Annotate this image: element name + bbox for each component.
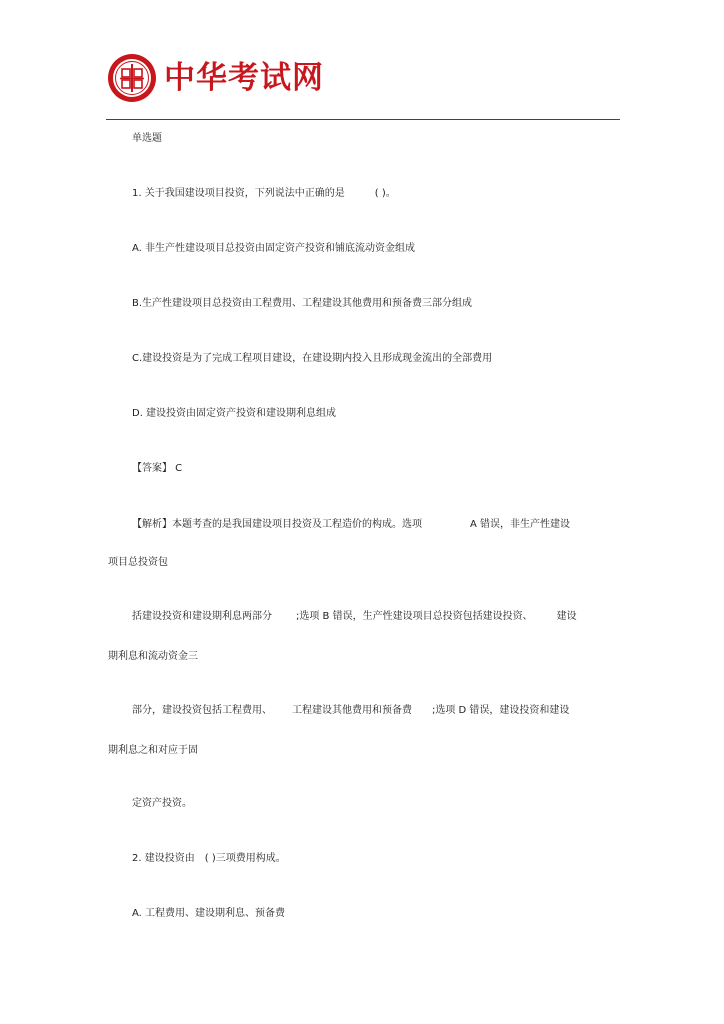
section-title: 单选题: [132, 133, 162, 144]
analysis-line-3-tail: ;选项 D 错误，建设投资和建设: [432, 705, 570, 716]
question-1-option-b: B.生产性建设项目总投资由工程费用、工程建设其他费用和预备费三部分组成: [132, 298, 473, 309]
analysis-line-2: [132, 610, 577, 624]
page-header: [0, 0, 724, 120]
logo-seal-icon: [107, 53, 157, 103]
brand-name: 中华考试网: [164, 60, 324, 96]
question-1-stem: [132, 187, 396, 201]
analysis-line-2-text: 括建设投资和建设期利息两部分: [132, 611, 272, 622]
analysis-line-3: [132, 704, 569, 718]
header-divider: [106, 119, 620, 120]
question-1-option-c: C.建设投资是为了完成工程项目建设，在建设期内投入且形成现金流出的全部费用: [132, 353, 493, 364]
analysis-line-2-mid: ;选项 B 错误，生产性建设项目总投资包括建设投资、: [296, 611, 533, 622]
question-2-stem-text: 2. 建设投资由: [132, 853, 195, 864]
analysis-line-1-tail: A 错误，非生产性建设: [470, 519, 571, 530]
question-1-blank: ( )。: [374, 188, 396, 199]
analysis-line-2-tail: 建设: [556, 611, 577, 622]
analysis-line-3-text: 部分，建设投资包括工程费用、: [132, 705, 272, 716]
question-1-option-a: A. 非生产性建设项目总投资由固定资产投资和铺底流动资金组成: [132, 243, 416, 254]
question-1-answer: 【答案】 C: [132, 463, 183, 474]
analysis-line-1-text: 【解析】本题考查的是我国建设项目投资及工程造价的构成。选项: [132, 519, 422, 530]
analysis-line-1-wrap: 项目总投资包: [108, 557, 168, 568]
analysis-line-2-wrap: 期利息和流动资金三: [108, 651, 198, 662]
analysis-line-3-wrap: 期利息之和对应于固: [108, 745, 198, 756]
analysis-line-1: [132, 518, 570, 532]
question-2-blank: ( )三项费用构成。: [204, 853, 286, 864]
question-2-option-a: A. 工程费用、建设期利息、预备费: [132, 908, 286, 919]
question-2-stem: [132, 852, 286, 866]
analysis-line-4: 定资产投资。: [132, 798, 192, 809]
question-1-option-d: D. 建设投资由固定资产投资和建设期利息组成: [132, 408, 337, 419]
question-1-stem-text: 1. 关于我国建设项目投资，下列说法中正确的是: [132, 188, 345, 199]
analysis-line-3-mid: 工程建设其他费用和预备费: [292, 705, 412, 716]
